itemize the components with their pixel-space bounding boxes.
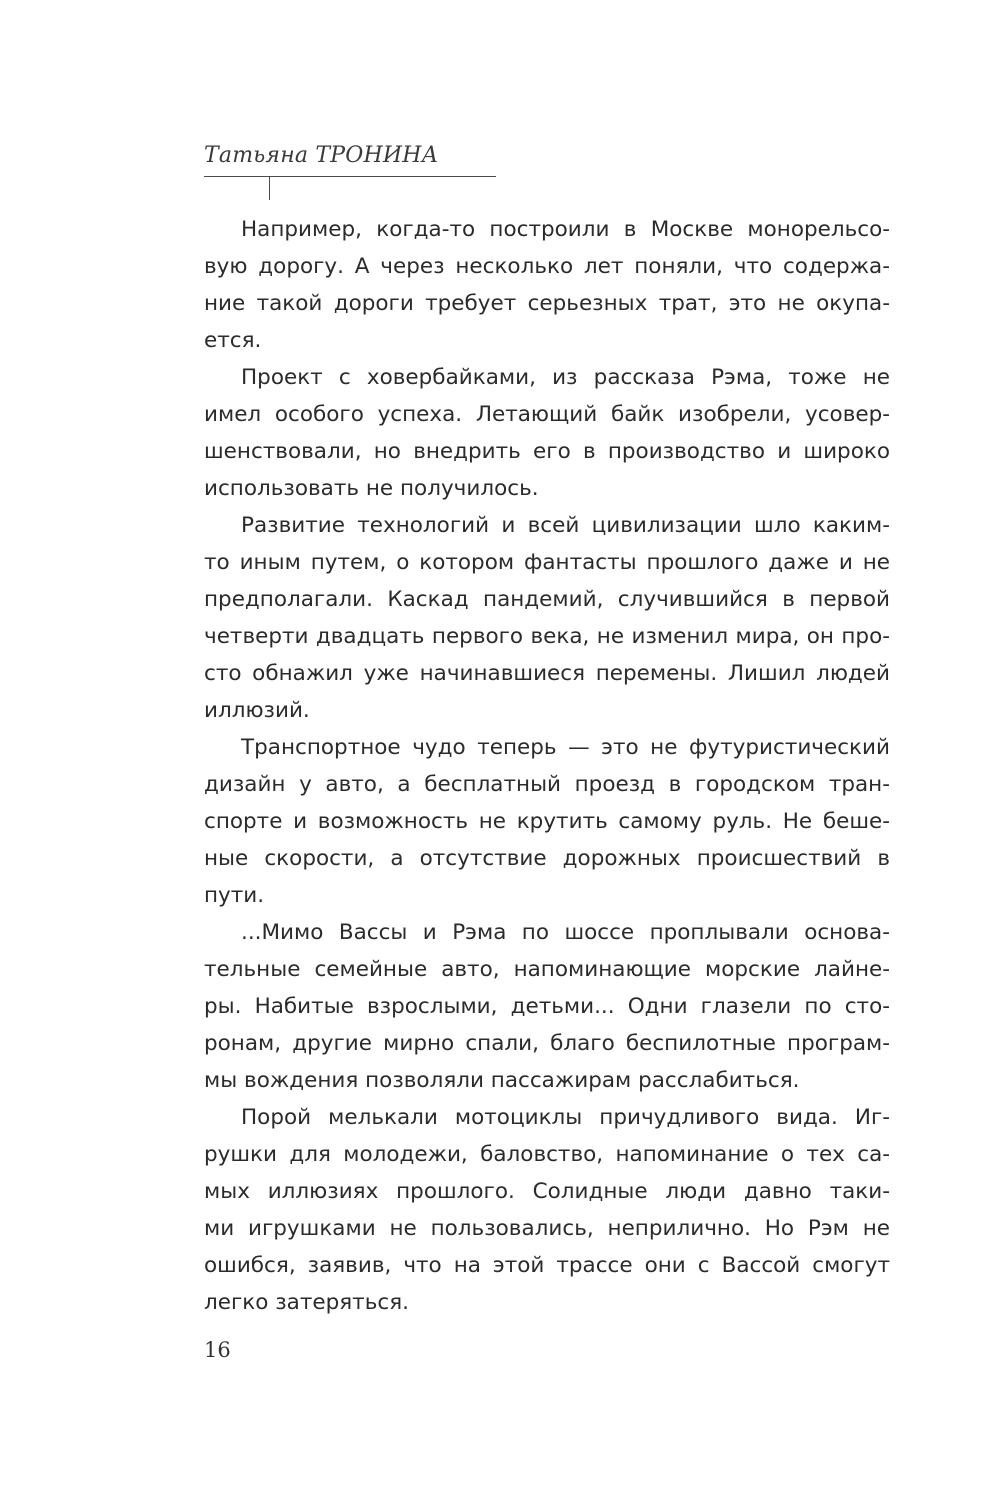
text-line: Проект с ховербайками, из рассказа Рэма, тоже не bbox=[241, 365, 890, 390]
paragraph bbox=[204, 729, 890, 914]
text-line: пути. bbox=[204, 883, 265, 908]
text-line: дизайн у авто, а бесплатный проезд в городском тран- bbox=[204, 772, 890, 797]
text-line: ние такой дороги требует серьезных трат, это не окупа- bbox=[204, 291, 890, 316]
text-line: Развитие технологий и всей цивилизации шло каким- bbox=[241, 513, 890, 538]
text-line: ные скорости, а отсутствие дорожных происшествий в bbox=[204, 846, 890, 871]
text-line: тельные семейные авто, напоминающие морские лайне- bbox=[204, 957, 890, 982]
paragraph bbox=[204, 211, 890, 359]
text-line: спорте и возможность не крутить самому руль. Не беше- bbox=[204, 809, 890, 834]
header-author: Татьяна ТРОНИНА bbox=[204, 143, 439, 168]
text-line: ...Мимо Вассы и Рэма по шоссе проплывали основа- bbox=[241, 920, 890, 945]
page-number: 16 bbox=[204, 1338, 231, 1362]
text-line: рушки для молодежи, баловство, напоминание о тех са- bbox=[204, 1142, 890, 1167]
text-line: шенствовали, но внедрить его в производство и широко bbox=[204, 439, 890, 464]
text-line: ошибся, заявив, что на этой трассе они с Вассой смогут bbox=[204, 1253, 890, 1278]
text-line: предполагали. Каскад пандемий, случившийся в первой bbox=[204, 587, 890, 612]
text-line: имел особого успеха. Летающий байк изобрели, усовер- bbox=[204, 402, 890, 427]
text-line: Транспортное чудо теперь — это не футуристический bbox=[241, 735, 890, 760]
header-rule bbox=[204, 176, 496, 177]
text-line: четверти двадцать первого века, не изменил мира, он про- bbox=[204, 624, 890, 649]
body-text bbox=[204, 211, 890, 1321]
text-line: легко затеряться. bbox=[204, 1290, 409, 1315]
paragraph bbox=[204, 359, 890, 507]
text-line: иллюзий. bbox=[204, 698, 310, 723]
text-line: вую дорогу. А через несколько лет поняли, что содержа- bbox=[204, 254, 890, 279]
paragraph bbox=[204, 1099, 890, 1321]
text-line: ронам, другие мирно спали, благо беспилотные програм- bbox=[204, 1031, 890, 1056]
text-line: Порой мелькали мотоциклы причудливого вида. Иг- bbox=[241, 1105, 890, 1130]
paragraph bbox=[204, 507, 890, 729]
text-line: ется. bbox=[204, 328, 262, 353]
text-line: мы вождения позволяли пассажирам расслабиться. bbox=[204, 1068, 800, 1093]
text-line: мых иллюзиях прошлого. Солидные люди давно таки- bbox=[204, 1179, 890, 1204]
paragraph bbox=[204, 914, 890, 1099]
header-tick-mark bbox=[269, 176, 270, 200]
text-line: Например, когда-то построили в Москве монорельсо- bbox=[241, 217, 890, 242]
text-line: ры. Набитые взрослыми, детьми... Одни глазели по сто- bbox=[204, 994, 890, 1019]
text-line: ми игрушками не пользовались, неприлично. Но Рэм не bbox=[204, 1216, 890, 1241]
text-line: то иным путем, о котором фантасты прошлого даже и не bbox=[204, 550, 890, 575]
text-line: использовать не получилось. bbox=[204, 476, 539, 501]
text-line: сто обнажил уже начинавшиеся перемены. Лишил людей bbox=[204, 661, 890, 686]
